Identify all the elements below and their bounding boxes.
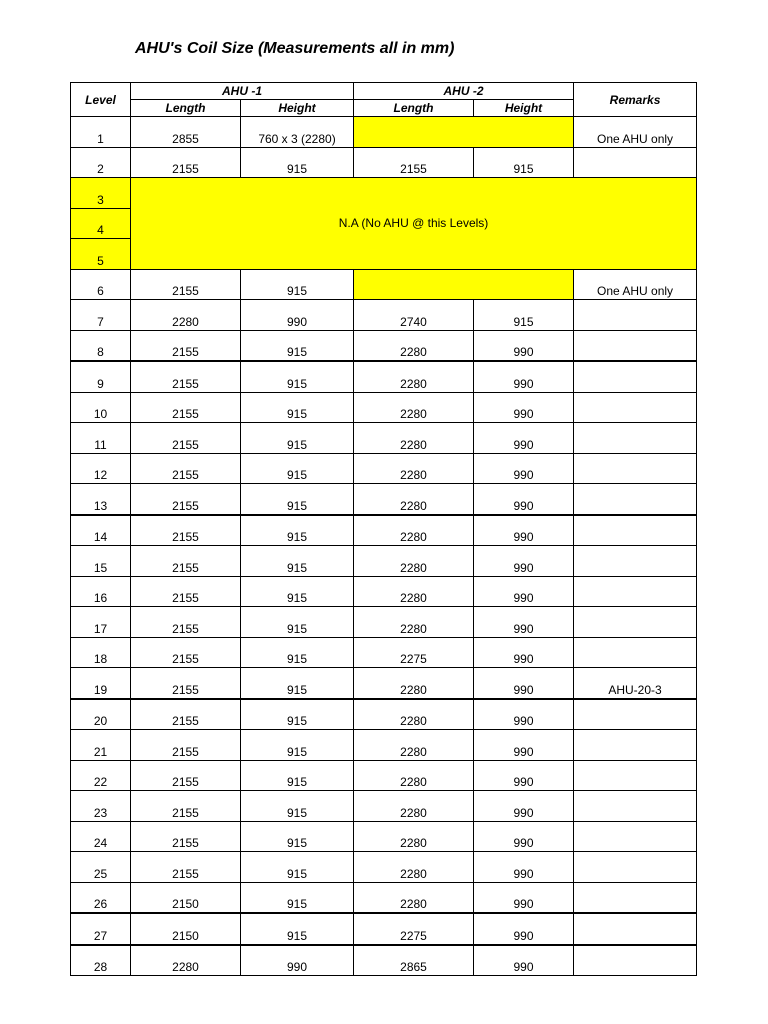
ahu1-length-cell: 2155 — [131, 852, 241, 883]
ahu2-length-cell: 2740 — [354, 300, 474, 331]
ahu2-length-cell: 2155 — [354, 147, 474, 178]
ahu1-length-cell: 2855 — [131, 117, 241, 148]
ahu2-length-cell: 2280 — [354, 852, 474, 883]
table-row — [71, 699, 697, 730]
ahu1-length-cell: 2155 — [131, 699, 241, 730]
ahu2-length-cell: 2280 — [354, 546, 474, 577]
table-row — [71, 300, 697, 331]
level-cell: 6 — [71, 269, 131, 300]
ahu1-height-cell: 915 — [241, 453, 354, 484]
ahu2-height-cell: 990 — [474, 607, 574, 638]
ahu1-height-cell: 915 — [241, 576, 354, 607]
remarks-cell — [574, 392, 697, 423]
table-row — [71, 945, 697, 976]
ahu2-empty-highlight — [354, 117, 574, 148]
table-row — [71, 913, 697, 945]
ahu1-length-cell: 2155 — [131, 821, 241, 852]
ahu1-height-cell: 990 — [241, 300, 354, 331]
ahu2-height-cell: 990 — [474, 423, 574, 454]
ahu1-height-cell: 915 — [241, 637, 354, 668]
level-cell: 24 — [71, 821, 131, 852]
ahu2-length-cell: 2280 — [354, 607, 474, 638]
ahu2-length-cell: 2280 — [354, 361, 474, 392]
level-cell: 20 — [71, 699, 131, 730]
ahu1-height-cell: 915 — [241, 730, 354, 761]
remarks-cell — [574, 760, 697, 791]
header-row-groups — [71, 83, 697, 100]
ahu2-height-cell: 990 — [474, 821, 574, 852]
ahu1-length-cell: 2155 — [131, 147, 241, 178]
ahu2-length-cell: 2280 — [354, 668, 474, 699]
table-row — [71, 392, 697, 423]
ahu1-height-cell: 915 — [241, 269, 354, 300]
ahu2-length-header: Length — [354, 100, 474, 117]
coil-size-table — [70, 82, 697, 976]
table-row — [71, 882, 697, 913]
ahu2-height-cell: 990 — [474, 882, 574, 913]
level-cell: 21 — [71, 730, 131, 761]
ahu1-length-cell: 2150 — [131, 882, 241, 913]
ahu1-height-cell: 915 — [241, 791, 354, 822]
ahu1-length-cell: 2155 — [131, 392, 241, 423]
remarks-cell: One AHU only — [574, 269, 697, 300]
remarks-cell — [574, 913, 697, 945]
ahu1-length-cell: 2155 — [131, 607, 241, 638]
ahu2-length-cell: 2280 — [354, 423, 474, 454]
na-notice: N.A (No AHU @ this Levels) — [131, 178, 697, 270]
table-row — [71, 791, 697, 822]
ahu2-length-cell: 2865 — [354, 945, 474, 976]
ahu2-height-cell: 990 — [474, 668, 574, 699]
ahu2-empty-highlight — [354, 269, 574, 300]
ahu2-length-cell: 2275 — [354, 913, 474, 945]
ahu1-length-cell: 2155 — [131, 269, 241, 300]
level-cell: 3 — [71, 178, 131, 209]
level-cell: 28 — [71, 945, 131, 976]
ahu1-length-cell: 2280 — [131, 300, 241, 331]
ahu2-height-cell: 990 — [474, 330, 574, 361]
remarks-cell: One AHU only — [574, 117, 697, 148]
level-cell: 26 — [71, 882, 131, 913]
ahu1-length-cell: 2155 — [131, 515, 241, 546]
remarks-cell — [574, 637, 697, 668]
ahu2-height-cell: 990 — [474, 852, 574, 883]
remarks-cell — [574, 852, 697, 883]
remarks-header: Remarks — [574, 83, 697, 117]
ahu1-length-cell: 2155 — [131, 361, 241, 392]
ahu1-height-cell: 915 — [241, 392, 354, 423]
ahu2-height-header: Height — [474, 100, 574, 117]
remarks-cell — [574, 791, 697, 822]
ahu1-height-cell: 915 — [241, 668, 354, 699]
ahu1-height-cell: 915 — [241, 546, 354, 577]
ahu2-header: AHU -2 — [354, 83, 574, 100]
ahu1-height-cell: 760 x 3 (2280) — [241, 117, 354, 148]
table-row — [71, 361, 697, 392]
ahu2-height-cell: 990 — [474, 791, 574, 822]
table-row — [71, 147, 697, 178]
table-row — [71, 760, 697, 791]
ahu1-height-cell: 915 — [241, 423, 354, 454]
remarks-cell — [574, 300, 697, 331]
ahu1-length-cell: 2280 — [131, 945, 241, 976]
ahu2-height-cell: 990 — [474, 484, 574, 515]
remarks-cell — [574, 361, 697, 392]
ahu2-length-cell: 2280 — [354, 392, 474, 423]
remarks-cell — [574, 607, 697, 638]
ahu1-height-cell: 915 — [241, 607, 354, 638]
ahu2-height-cell: 990 — [474, 699, 574, 730]
ahu2-length-cell: 2280 — [354, 576, 474, 607]
ahu2-height-cell: 990 — [474, 576, 574, 607]
ahu2-length-cell: 2275 — [354, 637, 474, 668]
level-cell: 5 — [71, 239, 131, 270]
table-row — [71, 117, 697, 148]
remarks-cell — [574, 576, 697, 607]
ahu2-height-cell: 990 — [474, 913, 574, 945]
level-cell: 1 — [71, 117, 131, 148]
ahu1-height-cell: 915 — [241, 515, 354, 546]
level-header: Level — [71, 83, 131, 117]
ahu1-length-cell: 2155 — [131, 668, 241, 699]
level-cell: 27 — [71, 913, 131, 945]
level-cell: 16 — [71, 576, 131, 607]
level-cell: 14 — [71, 515, 131, 546]
table-row — [71, 730, 697, 761]
table-row — [71, 546, 697, 577]
ahu1-height-cell: 915 — [241, 330, 354, 361]
level-cell: 9 — [71, 361, 131, 392]
ahu2-height-cell: 915 — [474, 300, 574, 331]
ahu2-height-cell: 990 — [474, 730, 574, 761]
ahu2-length-cell: 2280 — [354, 730, 474, 761]
level-cell: 19 — [71, 668, 131, 699]
table-row — [71, 852, 697, 883]
ahu2-height-cell: 915 — [474, 147, 574, 178]
ahu1-height-header: Height — [241, 100, 354, 117]
page-title: AHU's Coil Size (Measurements all in mm) — [135, 40, 455, 57]
ahu2-length-cell: 2280 — [354, 330, 474, 361]
ahu1-height-cell: 915 — [241, 882, 354, 913]
ahu1-length-cell: 2155 — [131, 791, 241, 822]
ahu1-length-cell: 2155 — [131, 637, 241, 668]
table-row — [71, 607, 697, 638]
table-row — [71, 576, 697, 607]
ahu2-length-cell: 2280 — [354, 515, 474, 546]
ahu1-height-cell: 915 — [241, 852, 354, 883]
ahu1-height-cell: 915 — [241, 147, 354, 178]
remarks-cell — [574, 821, 697, 852]
ahu1-height-cell: 915 — [241, 913, 354, 945]
ahu1-length-cell: 2155 — [131, 730, 241, 761]
remarks-cell — [574, 699, 697, 730]
level-cell: 15 — [71, 546, 131, 577]
ahu1-length-header: Length — [131, 100, 241, 117]
remarks-cell — [574, 330, 697, 361]
ahu2-length-cell: 2280 — [354, 882, 474, 913]
ahu1-length-cell: 2155 — [131, 760, 241, 791]
ahu1-height-cell: 915 — [241, 821, 354, 852]
ahu1-header: AHU -1 — [131, 83, 354, 100]
remarks-cell — [574, 147, 697, 178]
remarks-cell — [574, 423, 697, 454]
ahu2-height-cell: 990 — [474, 361, 574, 392]
ahu1-height-cell: 915 — [241, 361, 354, 392]
level-cell: 8 — [71, 330, 131, 361]
level-cell: 18 — [71, 637, 131, 668]
ahu1-height-cell: 915 — [241, 699, 354, 730]
level-cell: 22 — [71, 760, 131, 791]
ahu2-height-cell: 990 — [474, 515, 574, 546]
level-cell: 12 — [71, 453, 131, 484]
table-row — [71, 668, 697, 699]
table-row — [71, 269, 697, 300]
ahu2-height-cell: 990 — [474, 546, 574, 577]
ahu2-length-cell: 2280 — [354, 484, 474, 515]
remarks-cell: AHU-20-3 — [574, 668, 697, 699]
ahu2-length-cell: 2280 — [354, 760, 474, 791]
ahu1-length-cell: 2155 — [131, 484, 241, 515]
ahu1-height-cell: 990 — [241, 945, 354, 976]
table-row — [71, 515, 697, 546]
ahu2-height-cell: 990 — [474, 637, 574, 668]
ahu2-length-cell: 2280 — [354, 453, 474, 484]
ahu1-length-cell: 2155 — [131, 453, 241, 484]
table-row — [71, 484, 697, 515]
remarks-cell — [574, 882, 697, 913]
ahu1-height-cell: 915 — [241, 484, 354, 515]
ahu2-length-cell: 2280 — [354, 699, 474, 730]
ahu1-length-cell: 2150 — [131, 913, 241, 945]
table-row — [71, 821, 697, 852]
level-cell: 7 — [71, 300, 131, 331]
remarks-cell — [574, 515, 697, 546]
remarks-cell — [574, 484, 697, 515]
level-cell: 11 — [71, 423, 131, 454]
na-row — [71, 178, 697, 209]
level-cell: 2 — [71, 147, 131, 178]
ahu2-height-cell: 990 — [474, 453, 574, 484]
ahu2-height-cell: 990 — [474, 392, 574, 423]
remarks-cell — [574, 453, 697, 484]
level-cell: 25 — [71, 852, 131, 883]
ahu2-height-cell: 990 — [474, 945, 574, 976]
ahu1-length-cell: 2155 — [131, 423, 241, 454]
remarks-cell — [574, 730, 697, 761]
table-row — [71, 637, 697, 668]
ahu2-length-cell: 2280 — [354, 821, 474, 852]
remarks-cell — [574, 945, 697, 976]
ahu1-length-cell: 2155 — [131, 546, 241, 577]
ahu2-height-cell: 990 — [474, 760, 574, 791]
ahu1-length-cell: 2155 — [131, 576, 241, 607]
level-cell: 4 — [71, 208, 131, 239]
table-row — [71, 330, 697, 361]
ahu1-length-cell: 2155 — [131, 330, 241, 361]
ahu1-height-cell: 915 — [241, 760, 354, 791]
level-cell: 17 — [71, 607, 131, 638]
ahu2-length-cell: 2280 — [354, 791, 474, 822]
table-row — [71, 423, 697, 454]
level-cell: 10 — [71, 392, 131, 423]
level-cell: 23 — [71, 791, 131, 822]
remarks-cell — [574, 546, 697, 577]
level-cell: 13 — [71, 484, 131, 515]
table-row — [71, 453, 697, 484]
